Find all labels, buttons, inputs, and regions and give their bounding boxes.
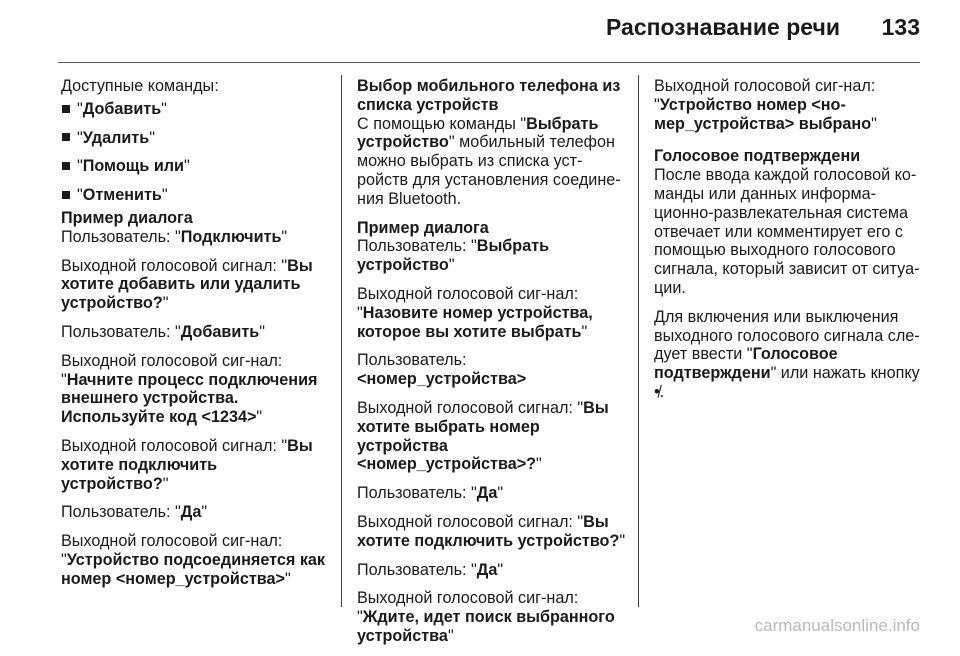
list-item: "Удалить" [61, 129, 329, 148]
dialog-line: Выходной голосовой сиг-нал: "Устройство номер <но-мер_устройства> выбрано" [654, 77, 877, 133]
dialog-heading: Пример диалога [61, 208, 193, 227]
section-heading: Голосовое подтверждени [654, 147, 861, 166]
dialog-line: Выходной голосовой сигнал: "Вы хотите добавить или удалить устройство?" [61, 256, 313, 313]
column-2 [357, 77, 627, 656]
voice-button-icon: •̸ [654, 382, 660, 401]
dialog-line: Выходной голосовой сиг-нал: "Устройство подсоединяется как номер <номер_устройства>" [61, 532, 326, 588]
section-heading: Выбор мобильного телефона из списка устройств [357, 77, 621, 114]
list-item: "Помощь или" [61, 157, 329, 176]
page-title: Распознавание речи [606, 14, 840, 40]
dialog-line: Выходной голосовой сиг-нал: "Ждите, идет поиск выбранного устройства" [357, 589, 615, 645]
dialog-line: Пользователь: "Добавить" [61, 322, 265, 341]
column-divider [341, 75, 342, 607]
dialog-line: Выходной голосовой сигнал: "Вы хотите подключить устройство?" [61, 436, 313, 493]
bullet-square-icon [62, 105, 70, 113]
dialog-line: Пользователь: "Да" [61, 503, 208, 522]
column-1 [61, 77, 329, 599]
dialog-line: Пользователь: <номер_устройства> [357, 351, 527, 389]
dialog-line: Пользователь: "Подключить" [61, 227, 288, 246]
header-rule [58, 62, 920, 63]
dialog-line: Выходной голосовой сигнал: "Вы хотите подключить устройство?" [357, 512, 626, 550]
dialog-line: Пользователь: "Да" [357, 560, 504, 579]
bullet-square-icon [62, 162, 70, 170]
section-paragraph: Для включения или выключения выходного голосового сигнала сле-дует ввести "Голосовое подтверждени" или нажать кнопку •̸. [654, 307, 920, 401]
commands-intro: Доступные команды: [61, 77, 219, 95]
dialog-line: Выходной голосовой сиг-нал: "Назовите номер устройства, которое вы хотите выбрать" [357, 284, 593, 341]
bullet-square-icon [62, 191, 70, 199]
page-header [0, 0, 960, 64]
dialog-heading: Пример диалога [357, 218, 489, 237]
list-item: "Добавить" [61, 100, 329, 119]
section-paragraph: После ввода каждой голосовой ко-манды или данных информа-ционно-развлекательная система отвечает или комментирует его с помощью выходного голосового сигнала, который зависит от ситуа-ции. [654, 166, 920, 297]
watermark: carmanualsonline.info [754, 616, 920, 635]
section-paragraph: С помощью команды "Выбрать устройство" мобильный телефон можно выбрать из списка уст-ройств для установления соедине-ния Bluetooth. [357, 114, 621, 208]
column-divider [638, 75, 639, 607]
bullet-square-icon [62, 133, 70, 141]
dialog-line: Выходной голосовой сигнал: "Вы хотите выбрать номер устройства <номер_устройства>?" [357, 398, 609, 474]
dialog-line: Пользователь: "Да" [357, 484, 504, 503]
page-number: 133 [881, 14, 920, 40]
column-3 [654, 77, 924, 412]
dialog-line: Выходной голосовой сиг-нал: "Начните процесс подключения внешнего устройства. Используйте код <1234>" [61, 351, 318, 427]
dialog-line: Пользователь: "Выбрать устройство" [357, 237, 550, 275]
command-list [61, 100, 329, 205]
list-item: "Отменить" [61, 186, 329, 205]
